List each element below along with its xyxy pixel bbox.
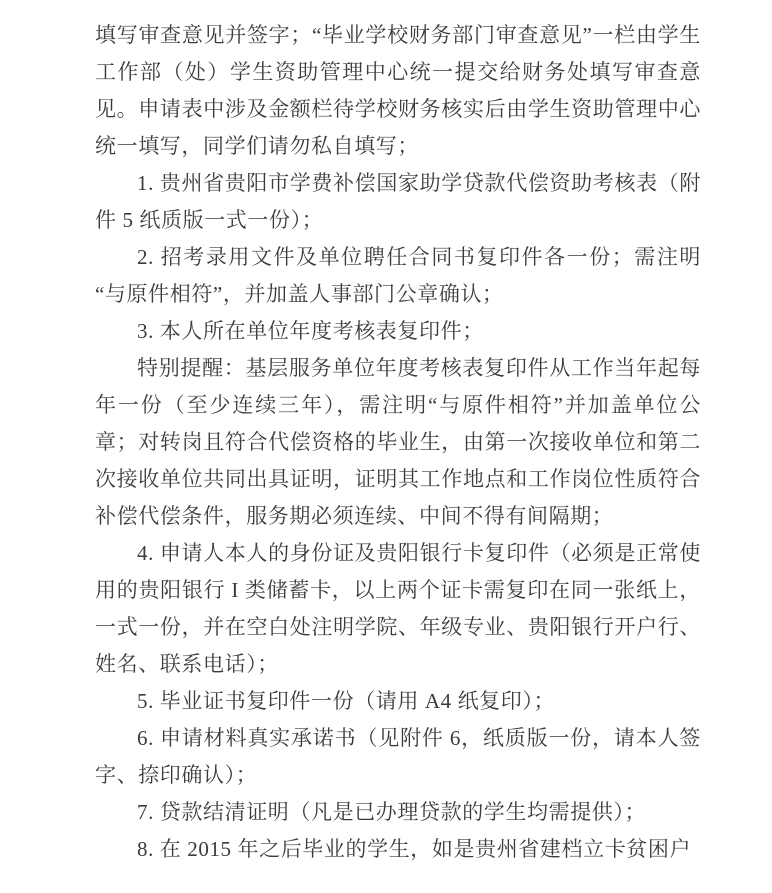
paragraph-special-reminder: 特别提醒：基层服务单位年度考核表复印件从工作当年起每年一份（至少连续三年），需注明“与原件相符”并加盖单位公章；对转岗且符合代偿资格的毕业生，由第一次接收单位和第二次接收单位共同出具证明，证明其工作地点和工作岗位性质符合补偿代偿条件，服务期必须连续、中间不得有间隔期；	[95, 356, 701, 528]
list-item-4-id-and-bank-card: 4. 申请人本人的身份证及贵阳银行卡复印件（必须是正常使用的贵阳银行 I 类储蓄卡，以上两个证卡需复印在同一张纸上，一式一份，并在空白处注明学院、年级专业、贵阳银行开户行、姓名、联系电话）；	[95, 541, 701, 676]
paragraph-review-opinion-instructions: 填写审查意见并签字；“毕业学校财务部门审查意见”一栏由学生工作部（处）学生资助管理中心统一提交给财务处填写审查意见。申请表中涉及金额栏待学校财务核实后由学生资助管理中心统一填写，同学们请勿私自填写；	[95, 23, 701, 158]
list-item-3-annual-appraisal-copy: 3. 本人所在单位年度考核表复印件；	[137, 319, 484, 343]
document-text-block	[95, 17, 701, 868]
list-item-7-loan-settlement-proof: 7. 贷款结清证明（凡是已办理贷款的学生均需提供）；	[137, 800, 647, 824]
list-item-1-assessment-form: 1. 贵州省贵阳市学费补偿国家助学贷款代偿资助考核表（附件 5 纸质版一式一份）；	[95, 171, 701, 232]
list-item-6-commitment-letter: 6. 申请材料真实承诺书（见附件 6，纸质版一份，请本人签字、捺印确认）；	[95, 726, 701, 787]
list-item-8-post-2015-graduates: 8. 在 2015 年之后毕业的学生，如是贵州省建档立卡贫困户	[137, 837, 692, 861]
list-item-5-diploma-copy: 5. 毕业证书复印件一份（请用 A4 纸复印）；	[137, 689, 556, 713]
list-item-2-recruitment-documents: 2. 招考录用文件及单位聘任合同书复印件各一份；需注明“与原件相符”，并加盖人事部门公章确认；	[95, 245, 701, 306]
